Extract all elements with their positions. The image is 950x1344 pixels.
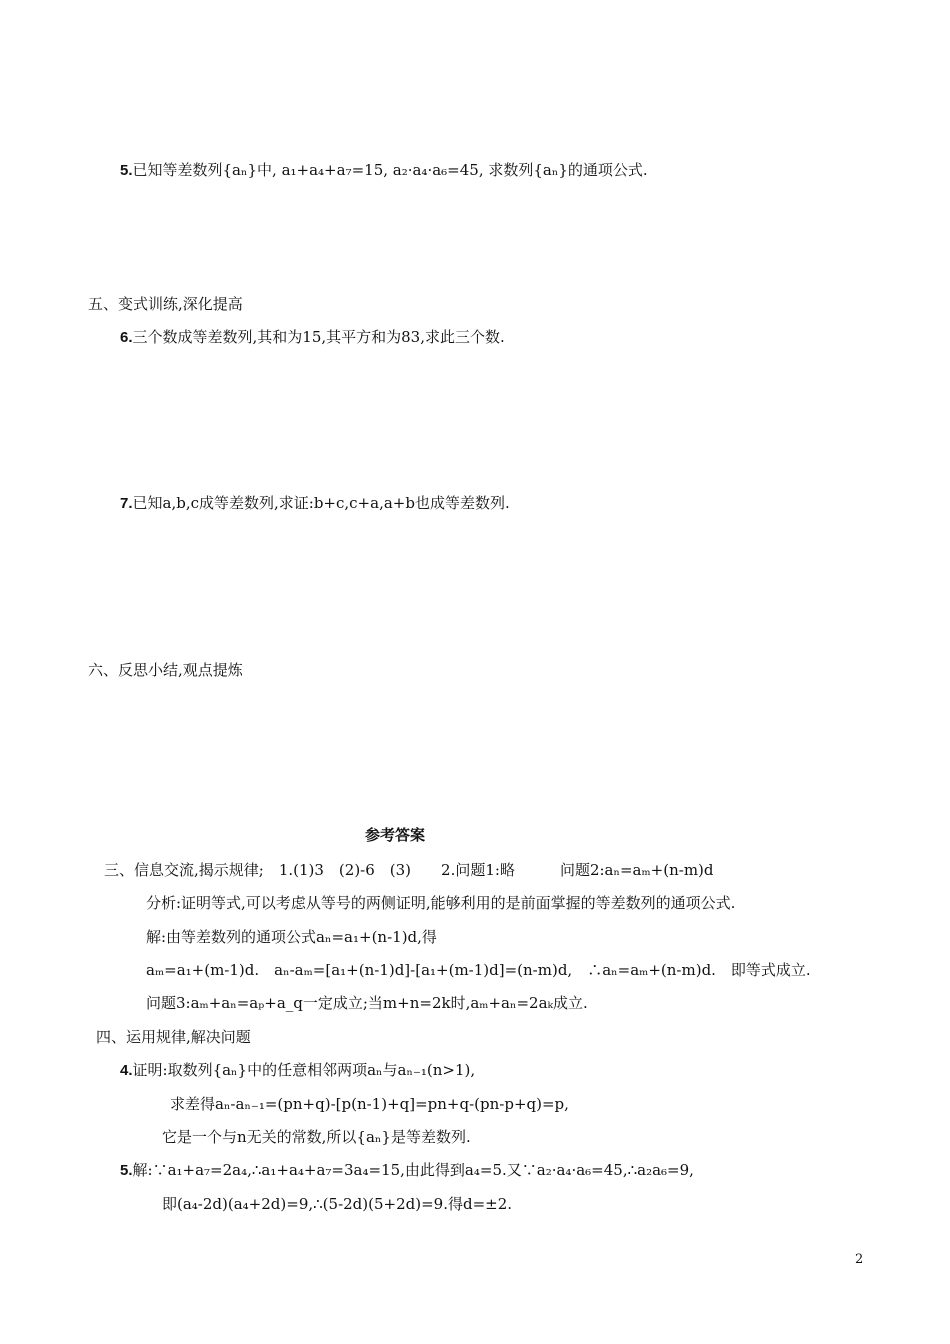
problem-number: 7. (120, 495, 133, 512)
problem-6 (120, 327, 505, 348)
answer-section-heading: 四、运用规律,解决问题 (96, 1028, 251, 1046)
page-number: 2 (855, 1252, 864, 1267)
problem-text: 三个数成等差数列,其和为15,其平方和为83,求此三个数. (132, 328, 505, 346)
answer-line: 即(a₄-2d)(a₄+2d)=9,∴(5-2d)(5+2d)=9.得d=±2. (162, 1195, 513, 1213)
section-heading-5: 五、变式训练,深化提高 (88, 295, 243, 313)
answer-line: aₘ=a₁+(m-1)d. aₙ-aₘ=[a₁+(n-1)d]-[a₁+(m-1)d]=(n-m)d, ∴aₙ=aₘ+(n-m)d. 即等式成立. (146, 961, 811, 979)
problem-number: 4. (120, 1062, 133, 1079)
section-heading-6: 六、反思小结,观点提炼 (88, 661, 243, 679)
problem-5 (120, 160, 648, 181)
answer-text: 解:∵a₁+a₇=2a₄,∴a₁+a₄+a₇=3a₄=15,由此得到a₄=5.又∵a₂·a₄·a₆=45,∴a₂a₆=9, (132, 1161, 694, 1179)
problem-number: 5. (120, 1162, 133, 1179)
answer-5 (120, 1160, 694, 1181)
answer-line: 三、信息交流,揭示规律; 1.(1)3 (2)-6 (3) 2.问题1:略 问题2:aₙ=aₘ+(n-m)d (104, 861, 714, 879)
problem-text: 已知等差数列{aₙ}中, a₁+a₄+a₇=15, a₂·a₄·a₆=45, 求数列{aₙ}的通项公式. (132, 161, 648, 179)
answer-line: 分析:证明等式,可以考虑从等号的两侧证明,能够利用的是前面掌握的等差数列的通项公式. (146, 894, 736, 912)
answer-text: 证明:取数列{aₙ}中的任意相邻两项aₙ与aₙ₋₁(n>1), (132, 1061, 476, 1079)
answer-line: 问题3:aₘ+aₙ=aₚ+a_q一定成立;当m+n=2k时,aₘ+aₙ=2aₖ成立. (146, 994, 588, 1012)
problem-number: 6. (120, 329, 133, 346)
answer-4 (120, 1060, 475, 1081)
problem-7 (120, 493, 510, 514)
problem-number: 5. (120, 162, 133, 179)
problem-text: 已知a,b,c成等差数列,求证:b+c,c+a,a+b也成等差数列. (132, 494, 510, 512)
answer-line: 求差得aₙ-aₙ₋₁=(pn+q)-[p(n-1)+q]=pn+q-(pn-p+q)=p, (170, 1095, 569, 1113)
answer-line: 解:由等差数列的通项公式aₙ=a₁+(n-1)d,得 (146, 928, 437, 946)
answer-line: 它是一个与n无关的常数,所以{aₙ}是等差数列. (162, 1128, 471, 1146)
answers-title: 参考答案 (365, 826, 426, 844)
